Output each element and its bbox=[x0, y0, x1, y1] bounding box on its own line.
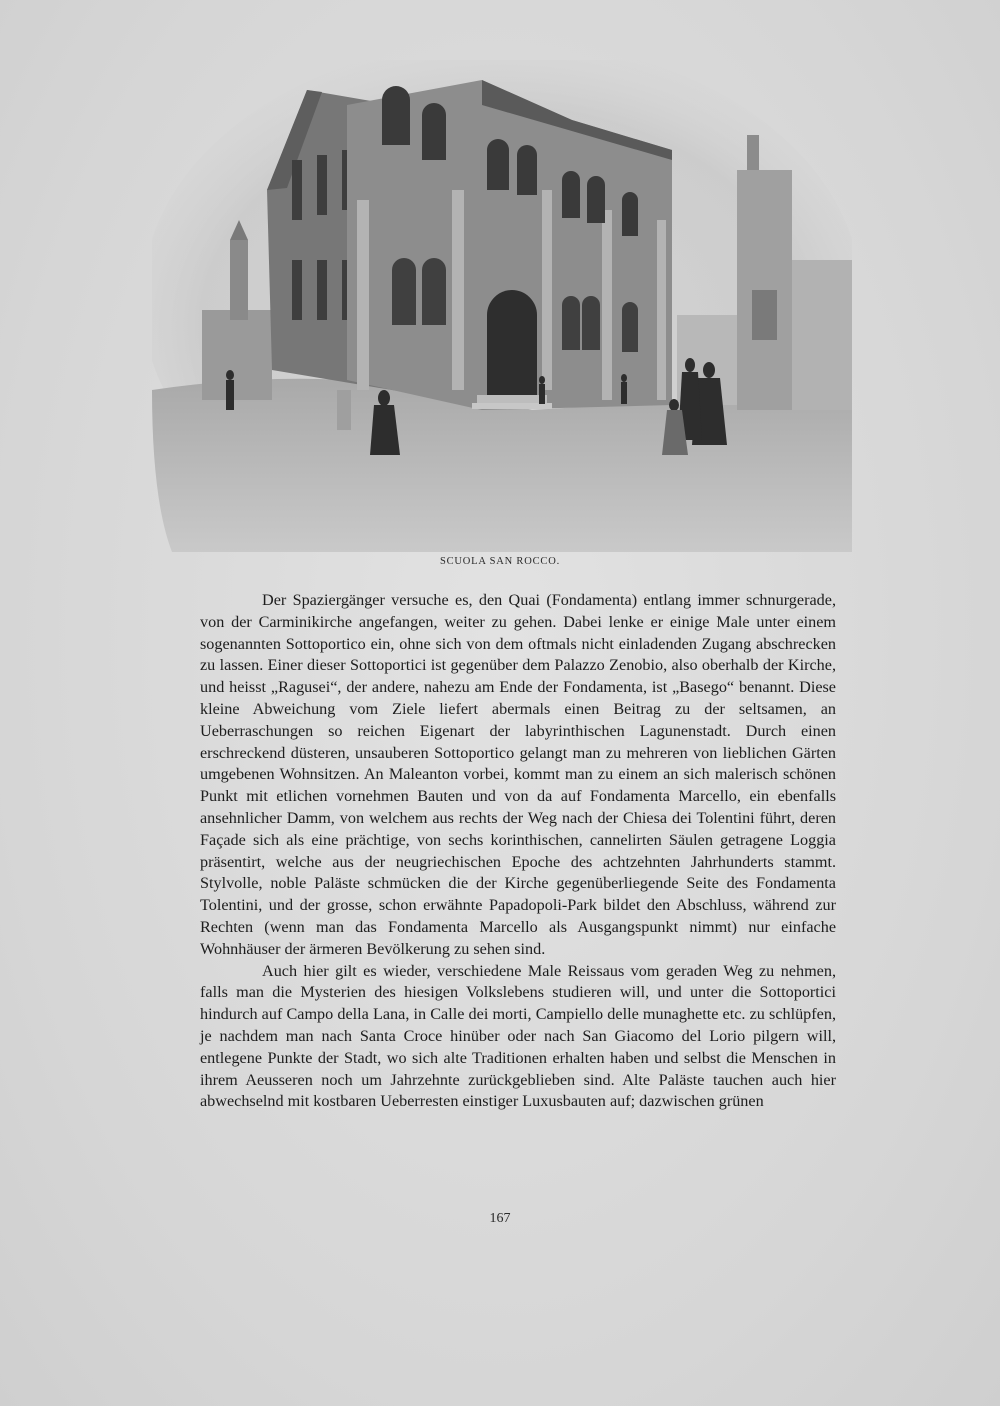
figure-caption: SCUOLA SAN ROCCO. bbox=[439, 556, 561, 567]
body-text bbox=[200, 590, 836, 1113]
page-number: 167 bbox=[489, 1211, 511, 1226]
paragraph: Der Spaziergänger versuche es, den Quai (Fondamenta) entlang immer schnurgerade, von der Carminikirche angefangen, weiter zu gehen. Dabei lenke er einige Male unter einem sogenannten Sottoportico ein, ohne sich von dem oftmals nicht einladenden Zugang abschrecken zu lassen. Einer dieser Sottoportici ist gegenüber dem Palazzo Zenobio, also oberhalb der Kirche, und heisst „Ragusei“, der andere, nahezu am Ende der Fondamenta, ist „Basego“ benannt. Diese kleine Abweichung vom Ziele liefert abermals einen Beitrag zu der seltsamen, an Ueberraschungen so reichen Eigenart der labyrinthischen Lagunenstadt. Durch einen erschreckend düsteren, unsauberen Sottoportico gelangt man zu mehreren von lieblichen Gärten umgebenen Wohnsitzen. An Maleanton vorbei, kommt man zu einem an sich malerisch schönen Punkt mit etlichen vornehmen Bauten und von da auf Fondamenta Marcello, ein ebenfalls ansehnlicher Damm, von welchem aus rechts der Weg nach der Chiesa dei Tolentini führt, deren Façade sich als eine prächtige, von sechs korinthischen, cannelirten Säulen getragene Loggia präsentirt, welche aus der neugriechischen Epoche des achtzehnten Jahrhunderts stammt. Stylvolle, noble Paläste schmücken die der Kirche gegenüberliegende Seite des Fondamenta Tolentini, und der grosse, schon erwähnte Papadopoli-Park bildet den Abschluss, während zur Rechten (wenn man das Fondamenta Marcello als Ausgangspunkt nimmt) nur einfache Wohnhäuser der ärmeren Bevölkerung zu sehen sind. bbox=[200, 591, 836, 958]
scuola-san-rocco-illustration bbox=[152, 60, 852, 552]
paragraph: Auch hier gilt es wieder, verschiedene Male Reissaus vom geraden Weg zu nehmen, falls man die Mysterien des hiesigen Volkslebens studieren will, und unter die Sottoportici hindurch auf Campo della Lana, in Calle dei morti, Campiello delle munaghette etc. zu schlüpfen, je nachdem man nach Santa Croce hinüber oder nach San Giacomo del Lorio pilgern will, entlegene Punkte der Stadt, wo sich alte Traditionen erhalten haben und selbst die Menschen in ihrem Aeusseren noch um Jahrzehnte zurückgeblieben sind. Alte Paläste tauchen auch hier abwechselnd mit kostbaren Ueberresten einstiger Luxusbauten auf; dazwischen grünen bbox=[200, 961, 836, 1111]
engraving-image bbox=[152, 60, 852, 552]
